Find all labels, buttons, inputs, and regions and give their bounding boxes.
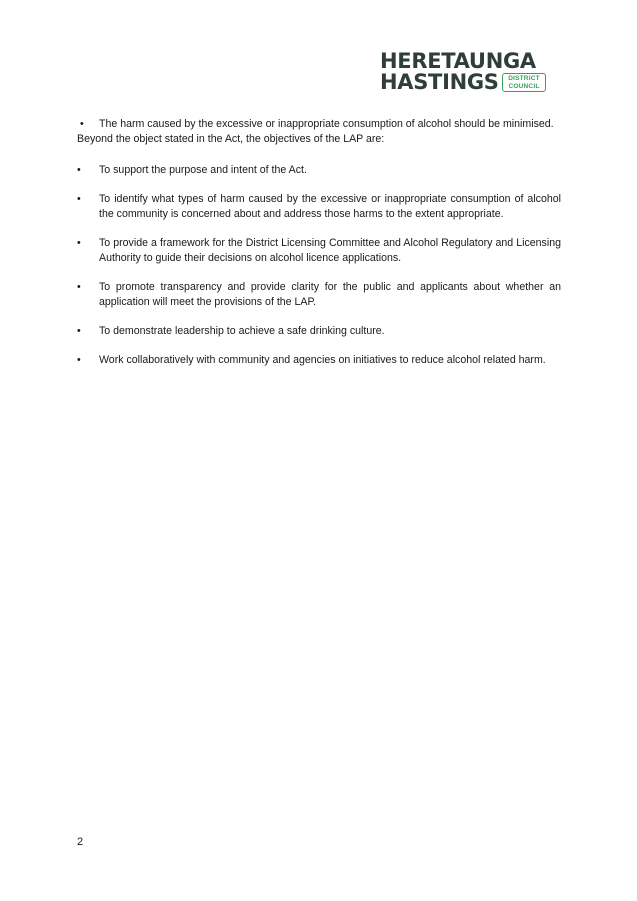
badge-line-district: DISTRICT (508, 75, 540, 82)
objectives-intro: Beyond the object stated in the Act, the objectives of the LAP are: (77, 133, 385, 145)
logo-wordmark-hastings: HASTINGS (380, 70, 499, 94)
badge-line-council: COUNCIL (508, 82, 540, 90)
document-body (77, 117, 561, 382)
objective-item (77, 163, 561, 178)
bullet-icon: • (77, 193, 81, 205)
bullet-icon: • (80, 118, 84, 130)
harm-minimisation-bullet (77, 117, 561, 132)
objective-text: To identify what types of harm caused by the excessive or inappropriate consumption of alcohol the community is concerned about and address those harms to the extent appropriate. (99, 193, 561, 220)
logo-wordmark-heretaunga: HERETAUNGA (380, 49, 536, 73)
district-council-badge (502, 73, 546, 92)
objective-item (77, 236, 561, 266)
objective-item (77, 324, 561, 339)
objective-item (77, 280, 561, 310)
page-number: 2 (77, 836, 84, 848)
bullet-icon: • (77, 237, 81, 249)
objective-text: To provide a framework for the District Licensing Committee and Alcohol Regulatory and Licensing Authority to guide their decisions on alcohol licence applications. (99, 237, 561, 264)
objective-text: To support the purpose and intent of the Act. (99, 164, 307, 176)
bullet-icon: • (77, 164, 81, 176)
bullet-icon: • (77, 281, 81, 293)
objective-text: To promote transparency and provide clarity for the public and applicants about whether an application will meet the provisions of the LAP. (99, 281, 561, 308)
objective-text: Work collaboratively with community and agencies on initiatives to reduce alcohol related harm. (99, 354, 546, 366)
bullet-icon: • (77, 354, 81, 366)
harm-minimisation-text: The harm caused by the excessive or inappropriate consumption of alcohol should be minimised. (99, 118, 554, 130)
objective-text: To demonstrate leadership to achieve a safe drinking culture. (99, 325, 385, 337)
council-logo (378, 50, 550, 96)
objective-item (77, 192, 561, 222)
bullet-icon: • (77, 325, 81, 337)
objective-item (77, 353, 561, 368)
